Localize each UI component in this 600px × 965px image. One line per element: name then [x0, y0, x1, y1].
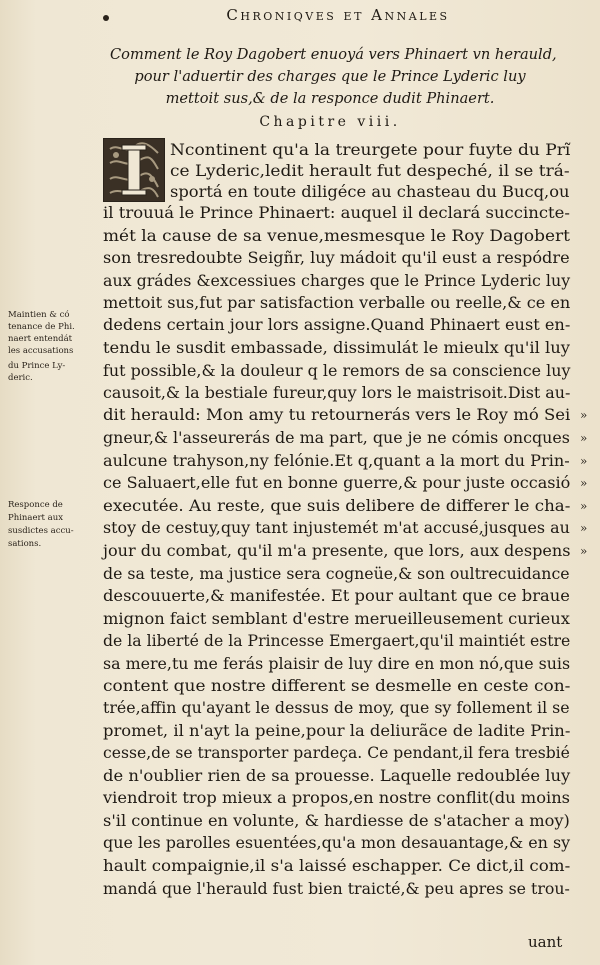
body-line: viendroit trop mieux a propos,en nostre conflit(du moins	[103, 789, 571, 807]
body-line: aux grádes &excessiues charges que le Prince Lyderic luy	[103, 272, 571, 290]
margin-note-1-line-3: naert entendát	[8, 334, 73, 344]
body-line: hault compaignie,il s'a laissé eschapper. Ce dict,il com-	[103, 857, 571, 875]
body-line: Ncontinent qu'a la treurgete pour fuyte du Prĩ	[170, 141, 571, 159]
body-line: executée. Au reste, que suis delibere de differer le cha-	[103, 497, 571, 515]
body-line: stoy de cestuy,quy tant injustemét m'at accusé,jusques au	[103, 519, 570, 537]
body-line: dedens certain jour lors assigne.Quand Phinaert eust en-	[103, 316, 571, 334]
quote-mark: »	[580, 431, 588, 445]
margin-note-2-line-3: susdictes accu-	[8, 526, 74, 536]
body-line: son tresredoubte Seigñr, luy mádoit qu'il eust a respódre	[103, 249, 570, 267]
quote-mark: »	[580, 408, 588, 422]
body-line: sportá en toute diligéce au chasteau du Bucq,ou	[170, 183, 570, 201]
chapter-title-line-1: Comment le Roy Dagobert enuoyá vers Phinaert vn herauld,	[110, 46, 557, 63]
body-line: mignon faict semblant d'estre merueilleusement curieux	[103, 610, 570, 628]
running-head: Chroniqves et Annales	[226, 6, 450, 24]
body-line: tendu le susdit embassade, dissimulát le mieulx qu'il luy	[103, 339, 570, 357]
body-line: ce Lyderic,ledit herault fut despeché, il se trá-	[170, 162, 570, 180]
body-line: sa mere,tu me ferás plaisir de luy dire en mon nó,que suis	[103, 655, 571, 673]
body-line: de n'oublier rien de sa prouesse. Laquelle redoublée luy	[103, 767, 571, 785]
quote-mark: »	[580, 521, 588, 535]
quote-mark: »	[580, 454, 588, 468]
body-line: aulcune trahyson,ny felónie.Et q,quant a la mort du Prin-	[103, 452, 570, 470]
body-line: fut possible,& la douleur q le remors de sa conscience luy	[103, 362, 571, 380]
body-line: il trouuá le Prince Phinaert: auquel il declará succincte-	[103, 204, 570, 222]
quote-mark: »	[580, 476, 588, 490]
body-line: content que nostre different se desmelle en ceste con-	[103, 677, 571, 695]
margin-note-2-line-4: sations.	[8, 539, 42, 549]
body-line: descouuerte,& manifestée. Et pour aultant que ce braue	[103, 587, 570, 605]
margin-note-1-line-5: du Prince Ly-	[8, 361, 66, 371]
body-line: causoit,& la bestiale fureur,quy lors le maistrisoit.Dist au-	[103, 384, 571, 402]
body-line: gneur,& l'asseurerás de ma part, que je ne cómis oncques	[103, 429, 570, 447]
ornament-icon	[100, 12, 112, 24]
body-line: mettoit sus,fut par satisfaction verballe ou reelle,& ce en	[103, 294, 571, 312]
margin-note-1-line-4: les accusations	[8, 346, 74, 356]
body-line: mét la cause de sa venue,mesmesque le Roy Dagobert	[103, 227, 570, 245]
body-line: jour du combat, qu'il m'a presente, que lors, aux despens	[103, 542, 571, 560]
margin-note-2-line-2: Phinaert aux	[8, 513, 64, 523]
quote-mark: »	[580, 544, 588, 558]
body-line: que les parolles esuentées,qu'a mon desauantage,& en sy	[103, 834, 571, 852]
decorated-initial	[103, 138, 165, 202]
body-line: ce Saluaert,elle fut en bonne guerre,& pour juste occasió	[103, 474, 571, 492]
quote-mark: »	[580, 499, 588, 513]
margin-note-1-line-2: tenance de Phi.	[8, 322, 75, 332]
catchword: uant	[528, 933, 563, 951]
body-line: de la liberté de la Princesse Emergaert,qu'il maintiét estre	[103, 632, 571, 650]
margin-note-1-line-1: Maintien & có	[8, 310, 70, 320]
margin-note-2-line-1: Responce de	[8, 500, 63, 510]
chapter-title-line-3: mettoit sus,& de la responce dudit Phinaert.	[165, 90, 495, 107]
body-line: de sa teste, ma justice sera cogneüe,& son oultrecuidance	[103, 565, 570, 583]
decorated-initial-icon	[104, 139, 164, 201]
chapter-title-line-2: pour l'aduertir des charges que le Prince Lyderic luy	[134, 68, 526, 85]
body-line: cesse,de se transporter pardeça. Ce pendant,il fera tresbié	[103, 744, 570, 762]
body-line: trée,affin qu'ayant le dessus de moy, que sy follement il se	[103, 699, 570, 717]
body-line: dit herauld: Mon amy tu retournerás vers le Roy mó Sei	[103, 406, 571, 424]
body-line: promet, il n'ayt la peine,pour la deliurãce de ladite Prin-	[103, 722, 571, 740]
chapter-label: Chapitre viii.	[259, 114, 401, 130]
body-line: mandá que l'herauld fust bien traicté,& peu apres se trou-	[103, 880, 570, 898]
margin-note-1-line-6: deric.	[8, 373, 33, 383]
body-line: s'il continue en volunte, & hardiesse de s'atacher a moy)	[103, 812, 570, 830]
